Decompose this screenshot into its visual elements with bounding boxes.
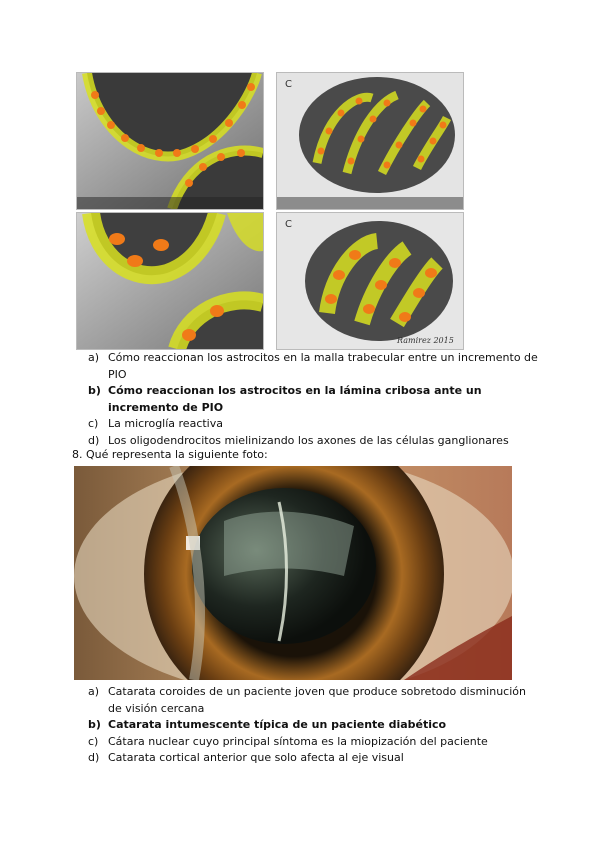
svg-text:C: C	[285, 79, 292, 90]
question-7-options	[88, 350, 538, 449]
option-b-correct: b) Cómo reaccionan los astrocitos en la lámina cribosa ante un incremento de PIO	[88, 384, 482, 414]
option-c: c) La microglía reactiva	[88, 417, 223, 430]
figure-watermark: Ramirez 2015	[397, 336, 454, 345]
option-d: d) Los oligodendrocitos mielinizando los axones de las células ganglionares	[88, 433, 509, 447]
micrograph-panel-bottom-right	[276, 212, 464, 350]
svg-text:C: C	[285, 219, 292, 230]
cataract-eye-photo	[74, 466, 512, 680]
option-c: c) Cátara nuclear cuyo principal síntoma es la miopización del paciente	[88, 734, 488, 748]
option-a: a) Catarata coroides de un paciente joven que produce sobretodo disminución de visión cercana	[88, 685, 526, 715]
option-b-correct: b) Catarata intumescente típica de un paciente diabético	[88, 718, 447, 731]
astrocyte-micrograph-figure	[76, 72, 452, 348]
micrograph-panel-top-left	[76, 72, 264, 210]
question-8-options	[88, 684, 538, 767]
question-8-text: 8. Qué representa la siguiente foto:	[72, 448, 268, 461]
micrograph-panel-top-right	[276, 72, 464, 210]
option-a: a) Cómo reaccionan los astrocitos en la malla trabecular entre un incremento de PIO	[88, 351, 538, 381]
option-d: d) Catarata cortical anterior que solo afecta al eje visual	[88, 751, 404, 764]
micrograph-panel-bottom-left	[76, 212, 264, 350]
